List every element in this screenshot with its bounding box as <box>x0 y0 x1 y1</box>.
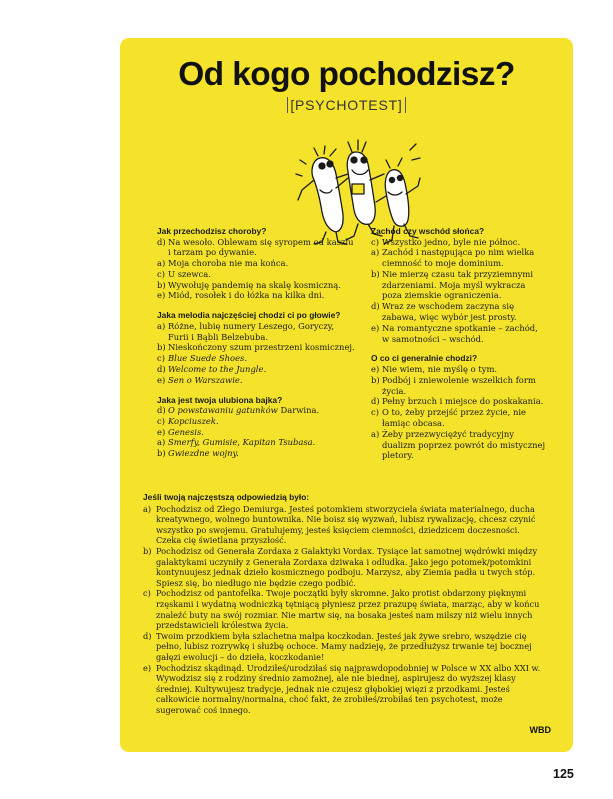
answer-text: Nie wiem, nie myślę o tym. <box>382 363 498 374</box>
question-block <box>371 226 546 344</box>
answer-text: Blue Suede Shoes. <box>168 353 248 364</box>
answer-option <box>157 353 357 364</box>
result-key: c) <box>143 588 151 599</box>
answer-option <box>157 342 357 353</box>
answer-text: Podbój i zniewolenie wszelkich form życia. <box>382 374 536 396</box>
answer-key: d) <box>157 405 166 416</box>
answer-text: Smerfy, Gumisie, Kapitan Tsubasa. <box>168 437 316 448</box>
answer-option <box>157 280 357 291</box>
answer-text: Żeby przezwyciężyć tradycyjny dualizm poprzez powrót do mistycznej pletory. <box>382 428 546 461</box>
question-heading: Jaka jest twoja ulubiona bajka? <box>157 394 283 405</box>
answer-key: c) <box>371 236 379 247</box>
question-block <box>157 226 357 301</box>
answer-text <box>168 405 357 416</box>
answer-key: c) <box>157 415 165 426</box>
question-heading: Zachód czy wschód słońca? <box>371 226 485 236</box>
answer-text: Gwiezdne wojny. <box>168 448 239 459</box>
answer-key: b) <box>371 374 380 385</box>
answer-key: e) <box>157 426 166 437</box>
answer-key: d) <box>371 396 380 407</box>
answer-text-rest: Darwina. <box>277 405 320 416</box>
result-key: a) <box>143 503 152 514</box>
answer-key: b) <box>157 448 166 459</box>
question-block <box>157 310 357 385</box>
results-section <box>143 492 547 715</box>
answer-key: c) <box>371 407 379 418</box>
answer-key: a) <box>157 437 166 448</box>
answer-key: a) <box>157 320 166 331</box>
answer-option <box>157 364 357 375</box>
answer-text: Wraz ze wschodem zaczyna się zabawa, więc wybór jest prosty. <box>382 301 517 323</box>
answer-option <box>371 364 546 375</box>
questions-right-column <box>371 226 546 470</box>
answer-option <box>371 323 546 345</box>
result-item <box>143 631 547 663</box>
answer-text: Sen o Warszawie. <box>168 374 243 385</box>
answer-key: e) <box>157 374 166 385</box>
answer-option <box>157 258 357 269</box>
author-signature: WBD <box>529 725 551 735</box>
answer-key: a) <box>157 258 166 269</box>
answer-text-italic: O powstawaniu gatunków <box>168 405 278 416</box>
answer-text: Welcome to the Jungle. <box>168 363 267 374</box>
results-heading: Jeśli twoją najczęstszą odpowiedzią było: <box>143 492 310 502</box>
answer-option <box>157 448 357 459</box>
answer-text: Na romantyczne spotkanie – zachód, w samotności – wschód. <box>382 322 538 344</box>
answer-option <box>157 427 357 438</box>
answer-text: Miód, rosołek i do łóżka na kilka dni. <box>168 290 325 301</box>
question-heading: Jaka melodia najczęściej chodzi ci po głowie? <box>157 310 341 321</box>
answer-option <box>157 269 357 280</box>
question-block <box>157 395 357 459</box>
answer-key: c) <box>157 353 165 364</box>
answer-text: Moja choroba nie ma końca. <box>168 258 289 269</box>
questions-left-column <box>157 226 357 468</box>
answer-key: b) <box>157 279 166 290</box>
answer-text: Różne, lubię numery Leszego, Goryczy, Furii i Bąbli Belzebuba. <box>168 320 335 342</box>
answer-key: b) <box>371 268 380 279</box>
answer-text: Nieskończony szum przestrzeni kosmicznej. <box>168 342 355 353</box>
result-key: d) <box>143 630 152 641</box>
result-key: e) <box>143 662 152 673</box>
answer-key: d) <box>157 236 166 247</box>
answer-text: Pełny brzuch i miejsce do poskakania. <box>382 396 544 407</box>
result-key: b) <box>143 545 152 556</box>
result-text: Pochodzisz od Generała Zordaxa z Galaktyki Vordax. Tysiące lat samotnej wędrówki między galaktykami uczyniły z Generała Zordaxa dziwaka i odludka. Jako jego potomek/potomkini kontynuujesz jednak dzieło kosmicznego podboju. Marzysz, aby Ziemia padła u twych stóp. Spiesz się, bo niedługo nie będzie czego podbić. <box>156 545 538 588</box>
page-number: 125 <box>553 767 574 781</box>
answer-key: d) <box>371 301 380 312</box>
answer-key: b) <box>157 342 166 353</box>
answer-key: d) <box>157 363 166 374</box>
result-text: Twoim przodkiem była szlachetna małpa koczkodan. Jesteś jak żywe srebro, wszędzie cię pełno, lubisz rozrywkę i służbę ochoce. Mamy nadzieję, że przedłużysz trwanie tej bocznej gałęzi ewolucji – do dzieła, koczkodanie! <box>156 630 532 662</box>
answer-text: Nie mierzę czasu tak przyziemnymi zdarzeniami. Moja myśl wykracza poza ziemskie ograniczenia. <box>382 268 534 301</box>
answer-option <box>157 375 357 386</box>
result-item <box>143 504 547 546</box>
subtitle-text: [PSYCHOTEST] <box>287 97 405 113</box>
answer-option <box>157 290 357 301</box>
answer-text: Na wesoło. Oblewam się syropem od kaszlu i tarzam po dywanie. <box>168 236 354 258</box>
answer-text: Kopciuszek. <box>168 415 219 426</box>
answer-option <box>371 301 546 323</box>
answer-text: O to, żeby przejść przez życie, nie łamiąc obcasa. <box>382 407 526 428</box>
question-block <box>371 353 546 461</box>
answer-option <box>371 269 546 301</box>
answer-key: e) <box>371 322 380 333</box>
result-item <box>143 588 547 630</box>
answer-text: Wszystko jedno, byle nie północ. <box>382 236 521 247</box>
question-heading: O co ci generalnie chodzi? <box>371 353 478 364</box>
answer-option <box>157 437 357 448</box>
answer-text: Wywołuję pandemię na skalę kosmiczną. <box>168 279 341 290</box>
answer-text: Zachód i następująca po nim wielka ciemność to moje dominium. <box>382 247 535 269</box>
answer-key: c) <box>157 268 165 279</box>
answer-option <box>371 429 546 461</box>
result-item <box>143 663 547 716</box>
answer-text: U szewca. <box>168 268 211 279</box>
page-title: Od kogo pochodzisz? <box>178 56 515 93</box>
question-heading: Jak przechodzisz choroby? <box>157 226 267 236</box>
answer-option <box>371 396 546 407</box>
answer-option <box>371 247 546 269</box>
result-text: Pochodzisz od Złego Demiurga. Jesteś potomkiem stworzyciela świata materialnego, ducha kreatywnego, wolnego buntownika. Nie boisz się wyzwań, lubisz rywalizację, chcesz czynić wszystko po swojemu. Gratulujemy, jesteś księciem ciemności, dziedzicem doczesności. Czeka cię świetlana przyszłość. <box>156 503 536 546</box>
answer-key: e) <box>371 363 380 374</box>
answer-option <box>157 321 357 343</box>
result-text: Pochodzisz skądinąd. Urodziłeś/urodziłaś się najprawdopodobniej w Polsce w XX albo XXI w. Wywodzisz się z rodziny średnio zamożnej, ale nie biednej, aspirujesz do wyższej klasy średniej. Kultywujesz tradycje, jednak nie czujesz głębokiej więzi z przodkami. Jesteś całkowicie normalny/normalna, choć fakt, że zrobiłeś/zrobiłaś ten psychotest, może sugerować coś innego. <box>156 662 541 715</box>
subtitle <box>120 97 573 113</box>
answer-option <box>371 375 546 397</box>
result-item <box>143 546 547 588</box>
answer-option <box>157 405 357 416</box>
answer-text: Genesis. <box>168 426 204 437</box>
answer-key: a) <box>371 428 380 439</box>
answer-option <box>157 416 357 427</box>
answer-option <box>371 237 546 248</box>
answer-option <box>157 237 357 259</box>
answer-key: e) <box>157 290 166 301</box>
answer-option <box>371 407 546 429</box>
yellow-panel <box>120 38 573 752</box>
result-text: Pochodzisz od pantofelka. Twoje początki były skromne. Jako protist obdarzony pięknymi rzęskami i wydatną wodniczką tętniącą płyniesz przez prazupę świata, marząc, aby w końcu znaleźć buty na swój rozmiar. Nie martw się, na bosaka jesteś nam milszy niż wielu innych przedstawicieli królestwa życia. <box>156 588 540 631</box>
answer-key: a) <box>371 247 380 258</box>
